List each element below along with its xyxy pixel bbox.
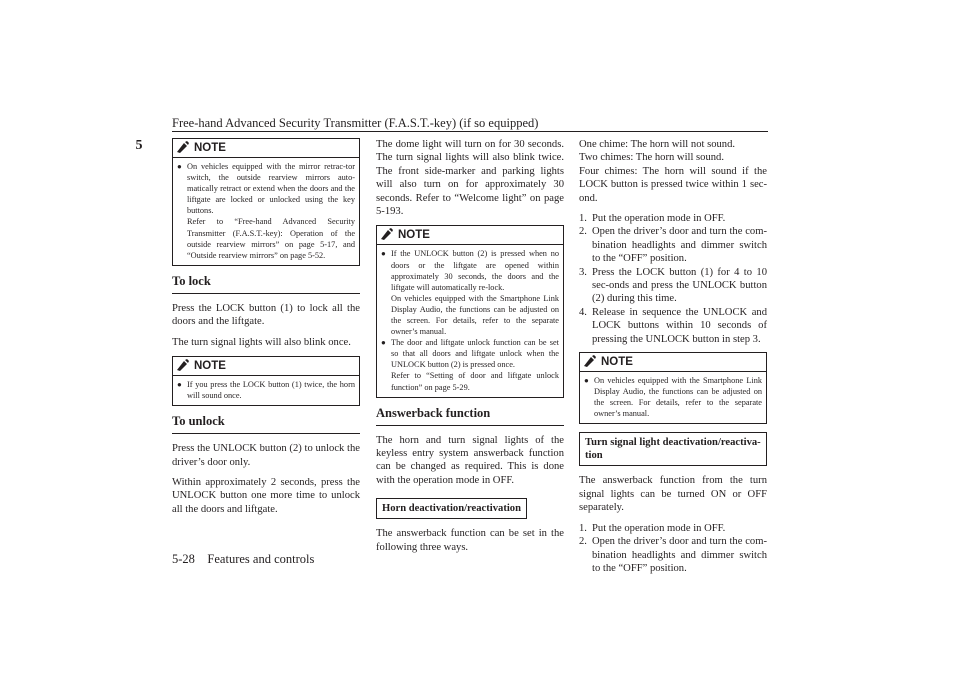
header-rule [172,131,768,132]
column-3 [579,138,767,581]
procedure-steps-turn-signal [579,522,767,576]
page-header-title: Free-hand Advanced Security Transmitter (F.A.S.T.-key) (if so equipped) [172,116,539,130]
note-label: NOTE [194,142,226,154]
step-item: 1. Put the operation mode in OFF. [579,522,726,534]
note-header [173,139,359,158]
caution-pencil-icon [176,141,192,155]
note-bullet-item: ● The door and liftgate unlock function can be set so that all doors and liftgate unlock when the UNLOCK button (2) is pressed once. [381,338,559,370]
paragraph: The turn signal lights will also blink once. [172,336,351,348]
step-item: 2. Open the driver’s door and turn the com-bination headlights and dimmer switch to the “OFF” position. [579,226,767,265]
page-number: 5-28 [172,552,195,566]
note-box-unlock [376,225,564,397]
note-bullet-item: ● On vehicles equipped with the mirror retrac-tor switch, the outside rearview mirrors auto-matically retract or extend when the doors and the liftgate are locked or unlocked using the key buttons. [177,162,355,216]
note-reference: Refer to “Setting of door and liftgate unlock function” on page 5-29. [391,371,559,392]
note-label: NOTE [194,360,226,373]
note-label: NOTE [398,229,430,242]
paragraph: The dome light will turn on for 30 seconds. The turn signal lights will also blink twice. The front side-marker and parking lights will also turn on for approximately 30 seconds. Refer to “Welcome light” on page 5-193. [376,139,564,218]
step-item: 3. Press the LOCK button (1) for 4 to 10 sec-onds and press the UNLOCK button (2) during this time. [579,266,767,305]
note-header [173,357,359,376]
bullet-icon: ● [584,376,589,386]
chime-line: One chime: The horn will not sound. [579,139,736,150]
step-item: 4. Release in sequence the UNLOCK and LOCK buttons within 10 seconds of pressing the UNLOCK button in step 3. [579,306,767,345]
subheading-horn: Horn deactivation/reactivation [376,498,527,519]
section-heading-answerback: Answerback function [376,406,564,426]
paragraph: Press the UNLOCK button (2) to unlock the driver’s door only. [172,443,360,468]
column-1 [172,138,360,523]
paragraph: Press the LOCK button (1) to lock all the doors and the liftgate. [172,302,360,328]
note-label: NOTE [601,356,633,369]
note-box-horn [172,356,360,406]
paragraph: The answerback function from the turn signal lights can be turned ON or OFF separately. [579,475,767,514]
note-header [580,353,766,372]
bullet-icon: ● [381,338,386,348]
footer-section-title: Features and controls [207,552,315,566]
paragraph: The horn and turn signal lights of the keyless entry system answerback function can be changed as required. This is done with the operation mode in OFF. [376,434,564,486]
section-heading-to-lock: To lock [172,274,360,294]
column-2 [376,138,564,561]
subheading-turn-signal: Turn signal light deactivation/reactiva-tion [579,432,767,466]
note-reference: Refer to “Free-hand Advanced Security Transmitter (F.A.S.T.-key): Operation of the outside rearview mirrors” on page 5-17, and “Outside rearview mirrors” on page 5-52. [187,217,355,260]
note-bullet-item: ● If the UNLOCK button (2) is pressed when no doors or the liftgate are opened within approximately 30 seconds, the doors and the liftgate will automatically re-lock. [381,249,559,292]
note-continuation: On vehicles equipped with the Smartphone Link Display Audio, the functions can be adjusted on the screen. For details, refer to the separate owner’s manual. [391,293,559,337]
section-heading-to-unlock: To unlock [172,414,360,434]
caution-pencil-icon [583,355,599,369]
paragraph: Within approximately 2 seconds, press the UNLOCK button one more time to unlock all the doors and liftgate. [172,477,360,515]
step-item: 1. Put the operation mode in OFF. [579,213,726,225]
caution-pencil-icon [176,359,192,373]
bullet-icon: ● [381,249,386,259]
chapter-tab: 5 [135,138,143,153]
paragraph: The answerback function can be set in the following three ways. [376,528,564,553]
note-box-mirrors [172,138,360,266]
note-bullet-item: ● If you press the LOCK button (1) twice, the horn will sound once. [177,380,355,401]
note-header [377,226,563,245]
caution-pencil-icon [380,228,396,242]
bullet-icon: ● [177,162,182,171]
step-item: 2. Open the driver’s door and turn the com-bination headlights and dimmer switch to the “OFF” position. [579,536,767,574]
chime-line: Four chimes: The horn will sound if the LOCK button is pressed twice within 1 sec-ond. [579,165,767,204]
bullet-icon: ● [177,380,182,390]
note-box-display-audio [579,352,767,424]
page-footer [172,552,314,567]
procedure-steps-horn [579,212,767,346]
chime-line: Two chimes: The horn will sound. [579,152,725,164]
note-bullet-item: ● On vehicles equipped with the Smartphone Link Display Audio, the functions can be adjusted on the screen. For details, refer to the separate owner’s manual. [584,376,762,419]
